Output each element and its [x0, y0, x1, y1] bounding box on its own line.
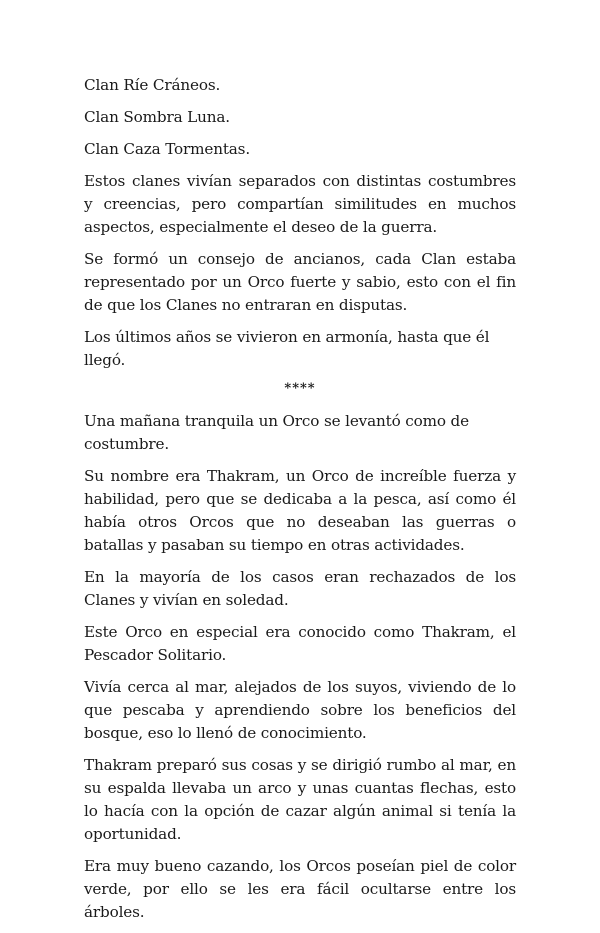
paragraph: Su nombre era Thakram, un Orco de increíble fuerza y habilidad, pero que se dedicaba a la pesca, así como él había otros Orcos que no deseaban las guerras o batallas y pasaban su tiempo en otras actividades. [84, 467, 516, 554]
paragraph: En la mayoría de los casos eran rechazados de los Clanes y vivían en soledad. [84, 568, 516, 609]
page-body [84, 74, 516, 933]
paragraph: Los últimos años se vivieron en armonía, hasta que él llegó. [84, 328, 490, 369]
paragraph: Vivía cerca al mar, alejados de los suyos, viviendo de lo que pescaba y aprendiendo sobre los beneficios del bosque, eso lo llenó de conocimiento. [84, 678, 516, 742]
section-separator: **** [284, 381, 316, 396]
paragraph: Thakram preparó sus cosas y se dirigió rumbo al mar, en su espalda llevaba un arco y unas cuantas flechas, esto lo hacía con la opción de cazar algún animal si tenía la oportunidad. [84, 756, 516, 843]
paragraph: Estos clanes vivían separados con distintas costumbres y creencias, pero compartían similitudes en muchos aspectos, especialmente el deseo de la guerra. [84, 172, 516, 236]
paragraph: Clan Caza Tormentas. [84, 140, 251, 158]
paragraph: Una mañana tranquila un Orco se levantó como de costumbre. [84, 412, 469, 453]
paragraph: Se formó un consejo de ancianos, cada Clan estaba representado por un Orco fuerte y sabio, esto con el fin de que los Clanes no entraran en disputas. [84, 250, 516, 314]
paragraph: Era muy bueno cazando, los Orcos poseían piel de color verde, por ello se les era fácil ocultarse entre los árboles. [84, 857, 516, 921]
paragraph: Este Orco en especial era conocido como Thakram, el Pescador Solitario. [84, 623, 516, 664]
paragraph: Clan Ríe Cráneos. [84, 76, 221, 94]
paragraph: Clan Sombra Luna. [84, 108, 230, 126]
